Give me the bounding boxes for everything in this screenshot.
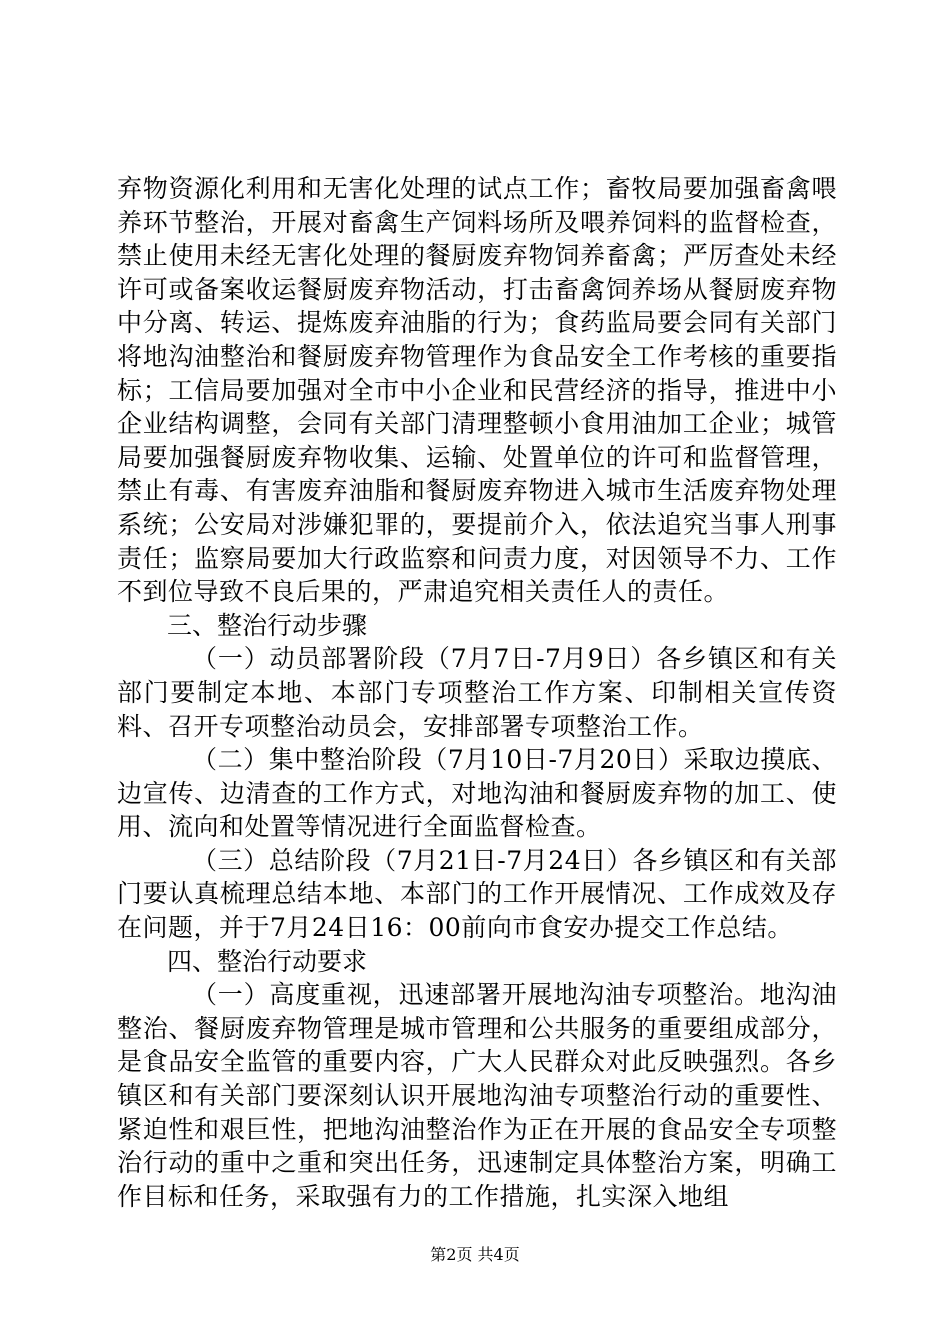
paragraph-requirement-1: （一）高度重视，迅速部署开展地沟油专项整治。地沟油整治、餐厨废弃物管理是城市管理和公共服务的重要组成部分，是食品安全监管的重要内容，广大人民群众对此反映强烈。各乡镇区和有关部门要深刻认识开展地沟油专项整治行动的重要性、紧迫性和艰巨性，把地沟油整治作为正在开展的食品安全专项整治行动的重中之重和突出任务，迅速制定具体整治方案，明确工作目标和任务，采取强有力的工作措施，扎实深入地组 bbox=[117, 980, 837, 1211]
paragraph-continuation: 弃物资源化利用和无害化处理的试点工作；畜牧局要加强畜禽喂养环节整治，开展对畜禽生产饲料场所及喂养饲料的监督检查，禁止使用未经无害化处理的餐厨废弃物饲养畜禽；严厉查处未经许可或备案收运餐厨废弃物活动，打击畜禽饲养场从餐厨废弃物中分离、转运、提炼废弃油脂的行为；食药监局要会同有关部门将地沟油整治和餐厨废弃物管理作为食品安全工作考核的重要指标；工信局要加强对全市中小企业和民营经济的指导，推进中小企业结构调整，会同有关部门清理整顿小食用油加工企业；城管局要加强餐厨废弃物收集、运输、处置单位的许可和监督管理，禁止有毒、有害废弃油脂和餐厨废弃物进入城市生活废弃物处理系统；公安局对涉嫌犯罪的，要提前介入，依法追究当事人刑事责任；监察局要加大行政监察和问责力度，对因领导不力、工作不到位导致不良后果的，严肃追究相关责任人的责任。 bbox=[117, 174, 837, 607]
section-heading-4: 四、整治行动要求 bbox=[167, 946, 368, 976]
paragraph-step-2: （二）集中整治阶段（7月10日-7月20日）采取边摸底、边宣传、边清查的工作方式，对地沟油和餐厨废弃物的加工、使用、流向和处置等情况进行全面监督检查。 bbox=[117, 745, 837, 842]
paragraph-step-1: （一）动员部署阶段（7月7日-7月9日）各乡镇区和有关部门要制定本地、本部门专项整治工作方案、印制相关宣传资料、召开专项整治动员会，安排部署专项整治工作。 bbox=[117, 644, 837, 741]
document-body bbox=[117, 172, 837, 1213]
section-heading-3: 三、整治行动步骤 bbox=[167, 610, 368, 640]
page-number-footer: 第2页 共4页 bbox=[430, 1245, 520, 1264]
paragraph-step-3: （三）总结阶段（7月21日-7月24日）各乡镇区和有关部门要认真梳理总结本地、本部门的工作开展情况、工作成效及存在问题，并于7月24日16：00前向市食安办提交工作总结。 bbox=[117, 845, 837, 943]
